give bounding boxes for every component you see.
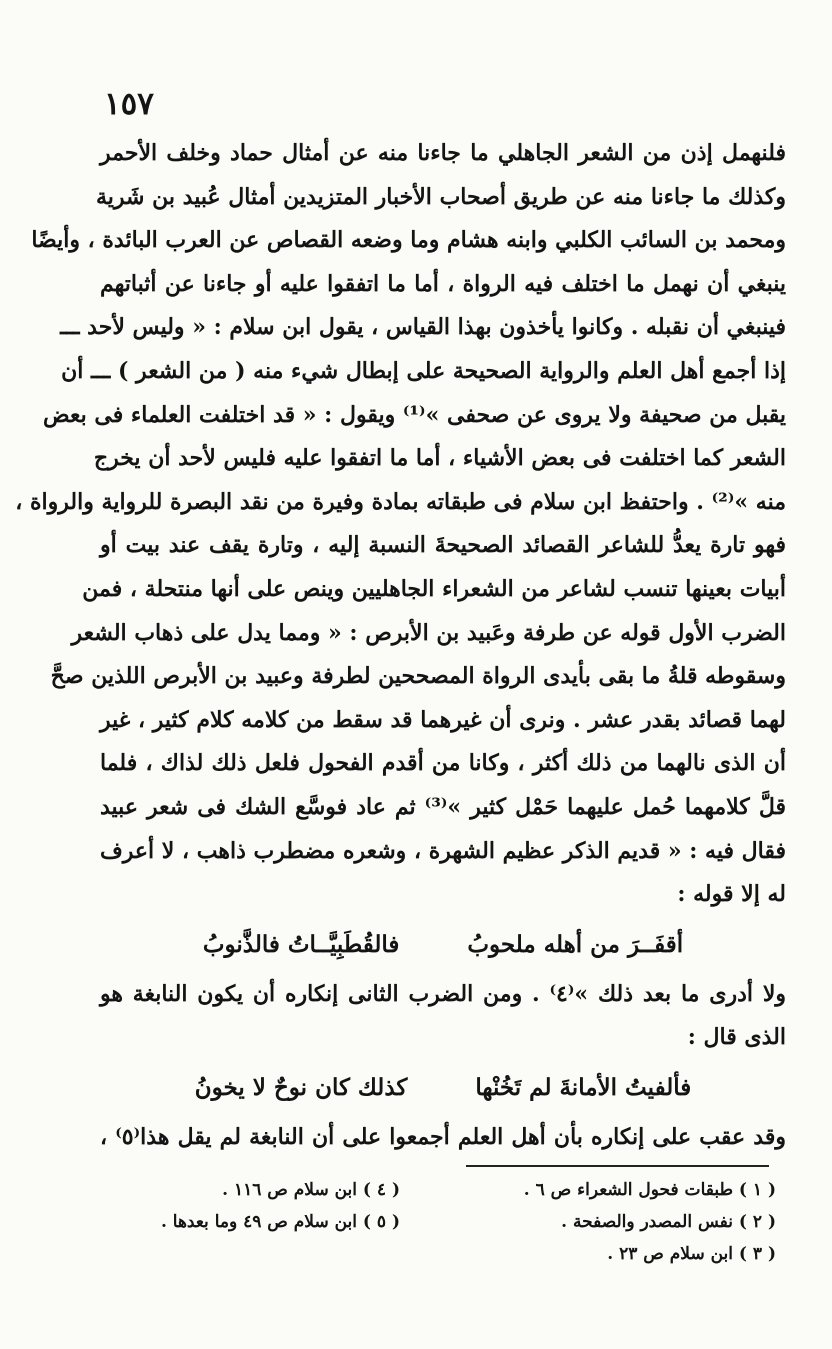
text-line: ولا أدرى ما بعد ذلك »⁽٤⁾ . ومن الضرب الثانى إنكاره أن يكون النابغة هو (100, 980, 786, 1007)
text-line: فينبغي أن نقبله . وكانوا يأخذون بهذا القياس ، يقول ابن سلام : « وليس لأحد ـــ (60, 314, 786, 341)
footnote-1: ( ١ ) طبقات فحول الشعراء ص ٦ . (523, 1180, 776, 1200)
verse-hemistich-second: فالقُطَبِيَّــاتُ فالذَّنوبُ (202, 930, 400, 958)
text-line: يقبل من صحيفة ولا يروى عن صحفى »⁽¹⁾ ويقول : « قد اختلفت العلماء فى بعض (43, 401, 786, 428)
text-line: فلنهمل إذن من الشعر الجاهلي ما جاءنا منه عن أمثال حماد وخلف الأحمر (100, 140, 786, 166)
text-line: له إلا قوله : (677, 881, 786, 908)
text-line: ينبغي أن نهمل ما اختلف فيه الرواة ، أما ما اتفقوا عليه أو جاءنا عن أثباتهم (100, 270, 786, 297)
verse-line (100, 1060, 786, 1116)
footnote-5: ( ٥ ) ابن سلام ص ٤٩ وما بعدها . (160, 1212, 400, 1232)
text-line: الضرب الأول قوله عن طرفة وعَبيد بن الأبرص : « ومما يدل على ذهاب الشعر (71, 619, 786, 646)
text-line: فقال فيه : « قديم الذكر عظيم الشهرة ، وشعره مضطرب ذاهب ، لا أعرف (99, 837, 786, 864)
verse-hemistich-first: فألفيتُ الأمانةَ لم تَخُنْها (475, 1073, 692, 1101)
text-line: إذا أجمع أهل العلم والرواية الصحيحة على إبطال شيء منه ( من الشعر ) ـــ أن (61, 357, 786, 384)
text-line: قلَّ كلامهما حُمل عليهما حَمْل كثير »⁽³⁾ ثم عاد فوسَّع الشك فى شعر عبيد (100, 793, 787, 820)
text-line: منه »⁽²⁾ . واحتفظ ابن سلام فى طبقاته بمادة وفيرة من نقد البصرة للرواية والرواة ، (15, 488, 786, 515)
text-line: أن الذى نالهما من ذلك أكثر ، وكانا من أقدم الفحول فلعل ذلك لذاك ، فلما (100, 750, 786, 777)
footnote-2: ( ٢ ) نفس المصدر والصفحة . (561, 1212, 776, 1232)
text-line: لهما قصائد بقدر عشر . ونرى أن غيرهما قد سقط من كلامه كلام كثير ، غير (100, 706, 786, 733)
verse-line (100, 917, 786, 973)
text-line: الذى قال : (687, 1024, 786, 1051)
text-line: وقد عقب على إنكاره بأن أهل العلم أجمعوا على أن النابغة لم يقل هذا⁽٥⁾ ، (100, 1123, 786, 1150)
text-line: وكذلك ما جاءنا منه عن طريق أصحاب الأخبار المتزيدين أمثال عُبيد بن شَرية (96, 183, 786, 210)
text-line: الشعر كما اختلفت فى بعض الأشياء ، أما ما اتفقوا عليه فليس لأحد أن يخرج (93, 445, 786, 472)
text-line: أبيات بعينها تنسب لشاعر من الشعراء الجاهليين وينص على أنها منتحلة ، فمن (82, 575, 786, 602)
verse-hemistich-first: أقفَــرَ من أهله ملحوبُ (467, 930, 684, 958)
text-line: ومحمد بن السائب الكلبي وابنه هشام وما وضعه القصاص عن العرب البائدة ، وأيضًا (31, 227, 786, 254)
page-number: ١٥٧ (104, 86, 154, 122)
footnote-4: ( ٤ ) ابن سلام ص ١١٦ . (222, 1180, 400, 1200)
footnote-divider (466, 1165, 769, 1167)
body-text (15, 132, 787, 1159)
verse-hemistich-second: كذلك كان نوحٌ لا يخونُ (194, 1073, 408, 1101)
text-line: وسقوطه قلةُ ما بقى بأيدى الرواة المصححين لطرفة وعبيد بن الأبرص اللذين صحَّ (50, 663, 786, 690)
text-line: فهو تارة يعدُّ للشاعر القصائد الصحيحةَ النسبة إليه ، وتارة يقف عند بيت أو (100, 532, 786, 559)
footnote-3: ( ٣ ) ابن سلام ص ٢٣ . (607, 1244, 776, 1264)
